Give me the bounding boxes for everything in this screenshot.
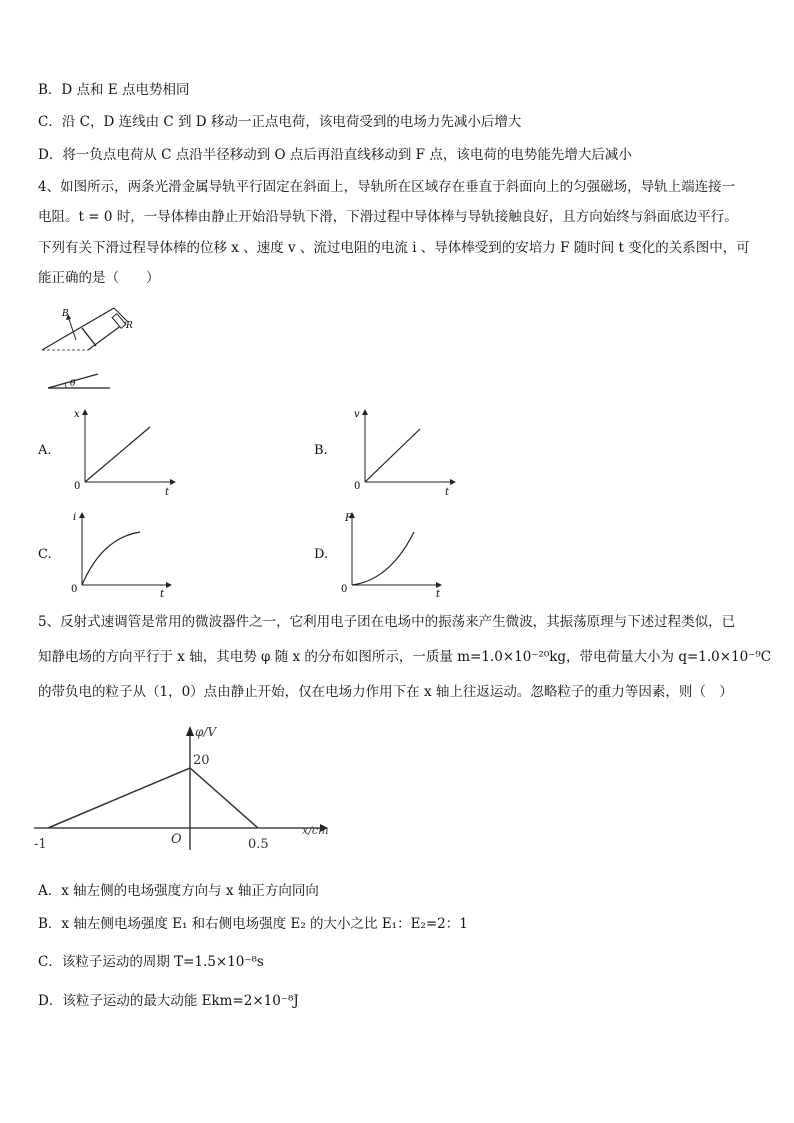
q5-x-axis-label: x/cm [302, 824, 329, 837]
q5-potential-graph [30, 722, 340, 857]
q4-graph-c-origin: 0 [71, 584, 78, 595]
q4-graph-b-curve [365, 429, 420, 482]
q4-graph-c-y-label: i [73, 512, 77, 523]
q5-left-tick-label: -1 [34, 837, 47, 852]
q4-option-b-label: B. [314, 443, 328, 458]
q4-graph-d-origin: 0 [341, 584, 348, 595]
q4-option-a-label: A. [38, 443, 52, 458]
q4-graph-d [340, 508, 450, 598]
q4-graph-a-x-label: t [165, 487, 170, 495]
q5-option-d: D．该粒子运动的最大动能 Ekm=2×10⁻⁸J [38, 993, 299, 1009]
q4-option-d-label: D. [314, 547, 329, 562]
q5-right-tick-label: 0.5 [248, 837, 269, 852]
q5-stem-line-3: 的带负电的粒子从（1，0）点由静止开始，仅在电场力作用下在 x 轴上往返运动。忽略粒子的重力等因素，则（ ） [38, 684, 733, 700]
q5-option-c: C．该粒子运动的周期 T=1.5×10⁻⁸s [38, 954, 264, 970]
q4-graph-a-origin: 0 [74, 481, 81, 492]
q4-graph-a-curve [85, 427, 150, 482]
q3-option-c: C．沿 C，D 连线由 C 到 D 移动一正点电荷，该电荷受到的电场力先减小后增大 [38, 114, 522, 130]
q4-graph-c [70, 508, 180, 598]
q4-graph-b-origin: 0 [354, 481, 361, 492]
q4-graph-d-x-label: t [436, 589, 441, 598]
q4-graph-d-curve [352, 532, 414, 585]
q4-option-c-label: C. [38, 547, 52, 562]
q3-option-b: B．D 点和 E 点电势相同 [38, 82, 190, 98]
q4-graph-a-y-label: x [74, 409, 80, 420]
q5-stem-line-1: 5、反射式速调管是常用的微波器件之一，它利用电子团在电场中的振荡来产生微波，其振荡原理与下述过程类似，已 [38, 614, 736, 630]
q5-option-a: A．x 轴左侧的电场强度方向与 x 轴正方向同向 [38, 883, 319, 899]
q5-origin-label: O [171, 832, 182, 847]
q4-stem-line-3: 下列有关下滑过程导体棒的位移 x 、速度 v 、流过电阻的电流 i 、导体棒受到的安培力 F 随时间 t 变化的关系图中，可 [38, 240, 750, 256]
q5-y-axis-label: φ/V [195, 725, 217, 739]
q4-stem-line-1: 4、如图所示，两条光滑金属导轨平行固定在斜面上，导轨所在区域存在垂直于斜面向上的匀强磁场，导轨上端连接一 [38, 179, 736, 195]
q4-b-label: B [62, 309, 69, 319]
q4-graph-b-y-label: v [354, 409, 360, 420]
q4-r-label: R [126, 321, 133, 331]
q4-stem-line-2: 电阻。t = 0 时，一导体棒由静止开始沿导轨下滑，下滑过程中导体棒与导轨接触良好，且方向始终与斜面底边平行。 [38, 209, 738, 225]
q4-stem-line-4: 能正确的是（ ） [38, 270, 160, 286]
q4-graph-a [70, 405, 180, 495]
q4-graph-d-y-label: F [345, 513, 352, 524]
q4-graph-b-x-label: t [445, 487, 450, 495]
q4-theta-label: θ [70, 379, 76, 389]
q4-graph-c-curve [82, 532, 140, 585]
q5-stem-line-2: 知静电场的方向平行于 x 轴，其电势 φ 随 x 的分布如图所示，一质量 m=1.0×10⁻²⁰kg，带电荷量大小为 q=1.0×10⁻⁹C [38, 649, 772, 665]
q3-option-d: D．将一负点电荷从 C 点沿半径移动到 O 点后再沿直线移动到 F 点，该电荷的电势能先增大后减小 [38, 147, 632, 163]
q4-graph-b [350, 405, 460, 495]
q5-peak-label: 20 [193, 753, 210, 768]
q4-graph-c-x-label: t [160, 589, 165, 598]
q5-option-b: B．x 轴左侧电场强度 E₁ 和右侧电场强度 E₂ 的大小之比 E₁：E₂=2：1 [38, 916, 468, 932]
q5-potential-line [48, 768, 258, 828]
q4-incline-figure [38, 300, 148, 395]
